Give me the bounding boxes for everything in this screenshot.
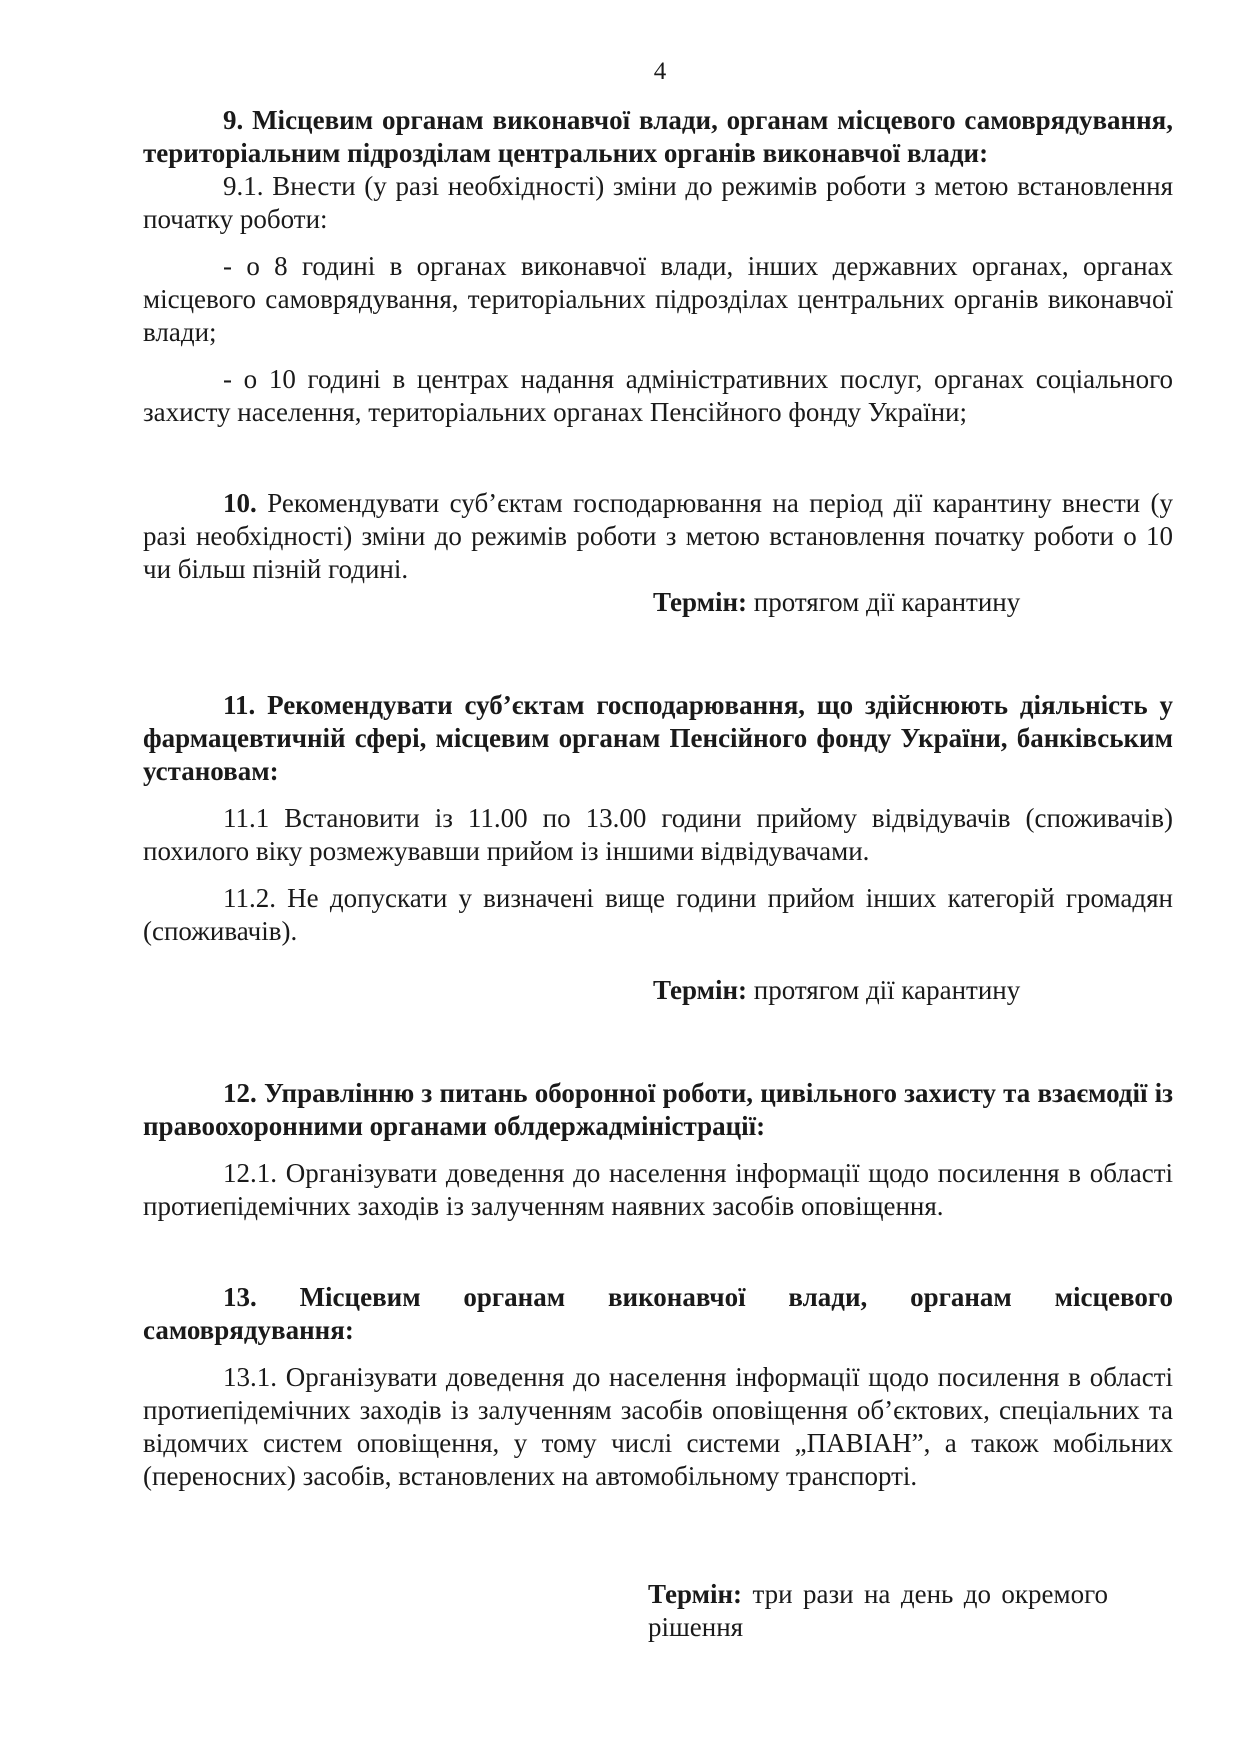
section-12-heading-text: Управлінню з питань оборонної роботи, цивільного захисту та взаємодії із правоохоронними органами облдержадміністрації: — [143, 1078, 1174, 1141]
section-13-number: 13. — [223, 1282, 257, 1312]
section-11-1: 11.1 Встановити із 11.00 по 13.00 години прийому відвідувачів (споживачів) похилого віку розмежувавши прийом із іншими відвідувачами. — [143, 803, 1173, 866]
section-13-term-value: три рази на день до окремого рішення — [648, 1579, 1109, 1642]
page-number: 4 — [653, 58, 667, 85]
section-11-heading — [143, 689, 1173, 788]
section-10-term-value: протягом дії карантину — [753, 587, 1021, 617]
section-10-term — [653, 586, 1173, 619]
section-11-term — [653, 974, 1173, 1007]
section-9-1: 9.1. Внести (у разі необхідності) зміни до режимів роботи з метою встановлення початку роботи: — [143, 171, 1173, 234]
section-10-text: Рекомендувати суб’єктам господарювання на період дії карантину внести (у разі необхідності) зміни до режимів роботи з метою встановлення початку роботи о 10 чи більш пізній годині. — [143, 488, 1173, 584]
section-12-heading — [143, 1077, 1173, 1143]
section-11-number: 11. — [223, 690, 256, 720]
section-10 — [143, 487, 1173, 586]
document-body — [143, 104, 1173, 1671]
section-9-heading — [143, 104, 1173, 170]
section-13-term — [648, 1578, 1108, 1644]
section-11-term-value: протягом дії карантину — [753, 975, 1021, 1005]
section-9-heading-text: Місцевим органам виконавчої влади, органам місцевого самоврядування, територіальним підрозділам центральних органів виконавчої влади: — [143, 105, 1174, 168]
section-9-1-item-2: - о 10 годині в центрах надання адміністративних послуг, органах соціального захисту населення, територіальних органах Пенсійного фонду України; — [143, 364, 1173, 427]
section-11-2: 11.2. Не допускати у визначені вище години прийом інших категорій громадян (споживачів). — [143, 883, 1173, 946]
section-9-1-item-1: - о 8 годині в органах виконавчої влади, інших державних органах, органах місцевого самоврядування, територіальних підрозділах центральних органів виконавчої влади; — [143, 251, 1173, 347]
section-11-term-label: Термін: — [653, 975, 748, 1005]
section-13-heading-text: Місцевим органам виконавчої влади, органам місцевого самоврядування: — [143, 1282, 1174, 1345]
section-10-term-label: Термін: — [653, 587, 748, 617]
section-12-1: 12.1. Організувати доведення до населення інформації щодо посилення в області протиепідемічних заходів із залученням наявних засобів оповіщення. — [143, 1158, 1173, 1221]
section-10-number: 10. — [223, 488, 257, 518]
section-12-number: 12. — [223, 1078, 257, 1108]
section-13-1: 13.1. Організувати доведення до населення інформації щодо посилення в області протиепідемічних заходів із залученням засобів оповіщення об’єктових, спеціальних та відомчих систем оповіщення, у тому числі системи „ПАВІАН”, а також мобільних (переносних) засобів, встановлених на автомобільному транспорті. — [143, 1362, 1173, 1491]
section-11-heading-text: Рекомендувати суб’єктам господарювання, що здійснюють діяльність у фармацевтичній сфері, місцевим органам Пенсійного фонду України, банківським установам: — [143, 690, 1174, 786]
section-13-term-label: Термін: — [648, 1579, 743, 1609]
section-13-heading — [143, 1281, 1173, 1347]
section-9-number: 9. — [223, 105, 244, 135]
